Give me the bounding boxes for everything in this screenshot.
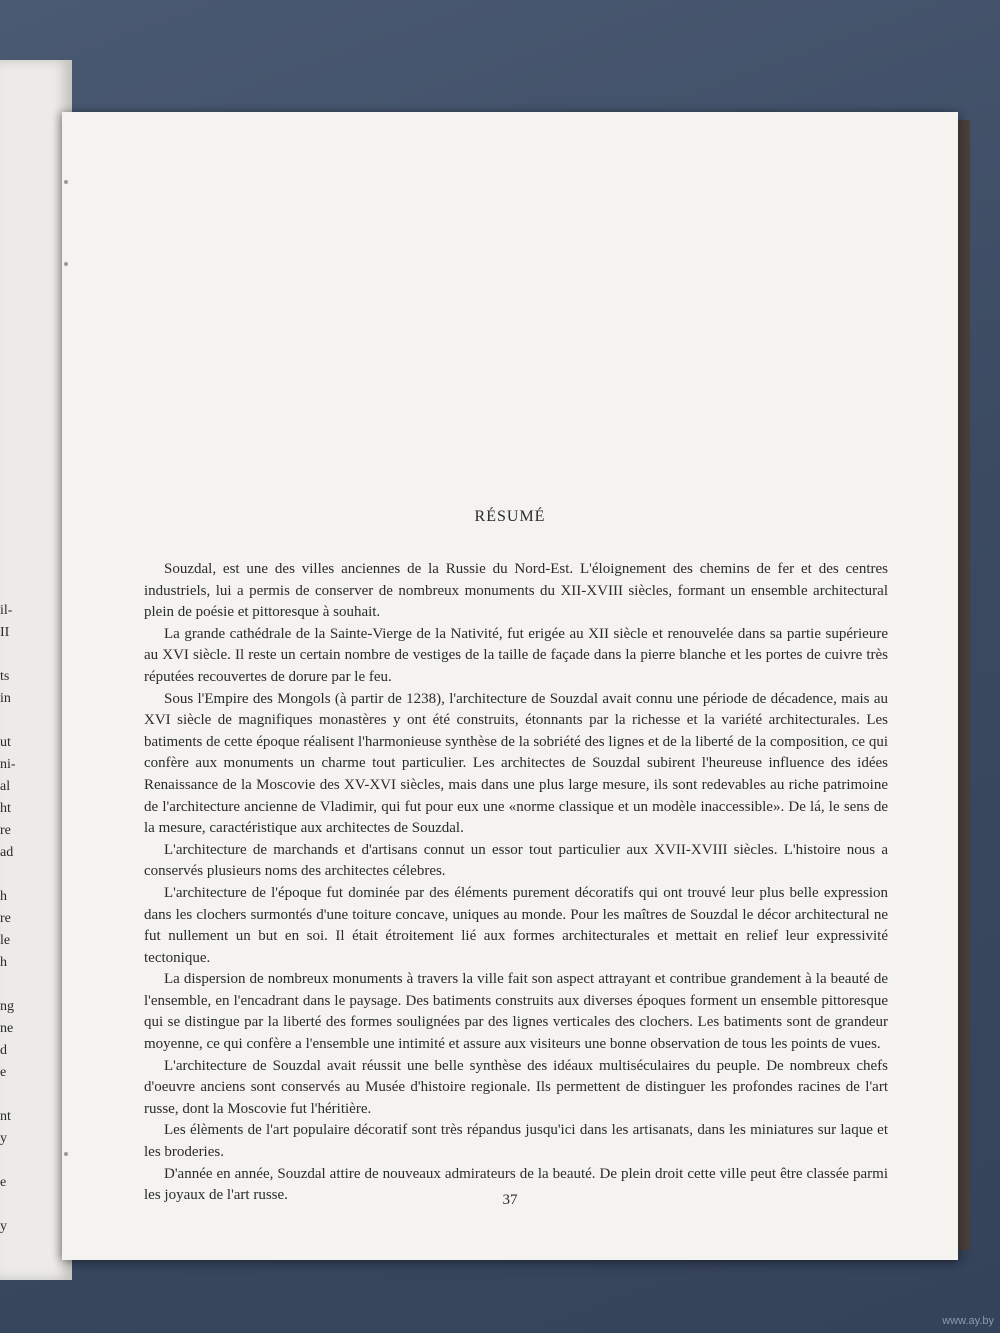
- left-page-fragment: y: [0, 1219, 7, 1234]
- left-page-fragment: re: [0, 911, 11, 926]
- left-page-fragment: [0, 974, 20, 996]
- left-page-fragment: d: [0, 1043, 7, 1058]
- left-page-fragment: in: [0, 691, 11, 706]
- paragraph-3: Sous l'Empire des Mongols (à partir de 1238), l'architecture de Souzdal avait connu une période de décadence, mais au XVI siècle de magnifiques monastères y ont été construits, étonnants par la richesse et la variété architecturales. Les batiments de cette époque réalisent l'harmonieuse synthèse de la sobriété des lignes et de la liberté de la composition, ce qui confère aux monuments un charme tout particulier. Les architectes de Souzdal subirent l'heureuse influence des idées Renaissance de la Moscovie des XV-XVI siècles, mais dans une plus large mesure, ils sont redevables au riche patrimoine de l'architecture ancienne de Vladimir, qui fut pour eux une «norme classique et un modèle inaccessible». De lá, le sens de la mesure, caractéristique aux architectes de Souzdal.: [144, 690, 888, 837]
- left-page-fragment: le: [0, 933, 11, 948]
- left-page-fragment: y: [0, 1131, 7, 1146]
- paragraph-5: L'architecture de l'époque fut dominée par des éléments purement décoratifs qui ont trouvé leur plus belle expression dans les clochers surmontés d'une toiture concave, uniques au monde. Pour les maîtres de Souzdal le décor architectural ne fut nullement un but en soi. Il était étroitement lié aux formes architecturales et mettait en relief leur expressivité tectonique.: [144, 884, 888, 966]
- left-page-fragment: II: [0, 625, 10, 640]
- left-page-fragment: [0, 864, 20, 886]
- left-page-fragment: nt: [0, 1109, 11, 1124]
- paragraph-1: Souzdal, est une des villes anciennes de la Russie du Nord-Est. L'éloignement des chemins de fer et des centres industriels, lui a permis de conserver de nombreux monuments du XII-XVIII siècles, formant un ensemble architectural plein de poésie et pittoresque à souhait.: [144, 561, 888, 621]
- left-page-fragment: al: [0, 779, 11, 794]
- left-page-fragment: ni-: [0, 757, 16, 772]
- left-page-fragment: e: [0, 1065, 7, 1080]
- left-page-text-fragments: [0, 600, 20, 1238]
- paragraph-9: D'année en année, Souzdal attire de nouveaux admirateurs de la beauté. De plein droit cette ville peut être classée parmi les joyaux de l'art russe.: [144, 1165, 888, 1204]
- page-number: 37: [502, 1192, 518, 1208]
- paragraph-2: La grande cathédrale de la Sainte-Vierge de la Nativité, fut erigée au XII siècle et renouvelée dans sa partie supérieure au XVI siècle. Il reste un certain nombre de vestiges de la taille de façade dans la pierre blanche et les portes de cuivre très réputées recouvertes de dorure par le feu.: [144, 625, 888, 685]
- left-page-fragment: ht: [0, 801, 11, 816]
- paragraph-7: L'architecture de Souzdal avait réussit une belle synthèse des idéaux multiséculaires du peuple. De nombreux chefs d'oeuvre anciens sont conservés au Musée d'histoire regionale. Ils permettent de distinguer les profondes racines de l'art russe, dont la Moscovie fut l'héritière.: [144, 1057, 888, 1117]
- paragraph-6: La dispersion de nombreux monuments à travers la ville fait son aspect attrayant et contribue grandement à la beauté de l'ensemble, en l'encadrant dans le paysage. Des batiments construits aux diverses époques forment un ensemble pittoresque qui se distingue par la liberté des formes soulignées par des lignes verticales des clochers. Les batiments sont de grandeur moyenne, ce qui confère a l'ensemble une intimité et assure aux visiteurs une bonne observation de tous les points de vues.: [144, 971, 888, 1053]
- left-page-fragment: [0, 1150, 20, 1172]
- left-page-fragment: h: [0, 955, 7, 970]
- page-title: RÉSUMÉ: [474, 508, 546, 525]
- left-page-fragment: ut: [0, 735, 11, 750]
- left-page-fragment: [0, 1084, 20, 1106]
- left-page-fragment: e: [0, 1175, 7, 1190]
- left-page-fragment: ne: [0, 1021, 14, 1036]
- left-page-fragment: [0, 644, 20, 666]
- left-page-fragment: [0, 1194, 20, 1216]
- paragraph-4: L'architecture de marchands et d'artisans connut un essor tout particulier aux XVII-XVIII siècles. L'histoire nous a conservés plusieurs noms des architectes célebres.: [144, 841, 888, 880]
- left-page-fragment: ad: [0, 845, 14, 860]
- watermark: www.ay.by: [942, 1315, 994, 1327]
- resume-body: [144, 559, 888, 1207]
- left-page-fragment: ts: [0, 669, 10, 684]
- paragraph-8: Les élèments de l'art populaire décoratif sont très répandus jusqu'ici dans les artisanats, dans les miniatures sur laque et les broderies.: [144, 1122, 888, 1161]
- left-page-fragment: ng: [0, 999, 14, 1014]
- left-page-fragment: [0, 710, 20, 732]
- left-page-fragment: il-: [0, 603, 13, 618]
- book-page: [62, 112, 958, 1260]
- left-page-fragment: h: [0, 889, 7, 904]
- left-page-fragment: re: [0, 823, 11, 838]
